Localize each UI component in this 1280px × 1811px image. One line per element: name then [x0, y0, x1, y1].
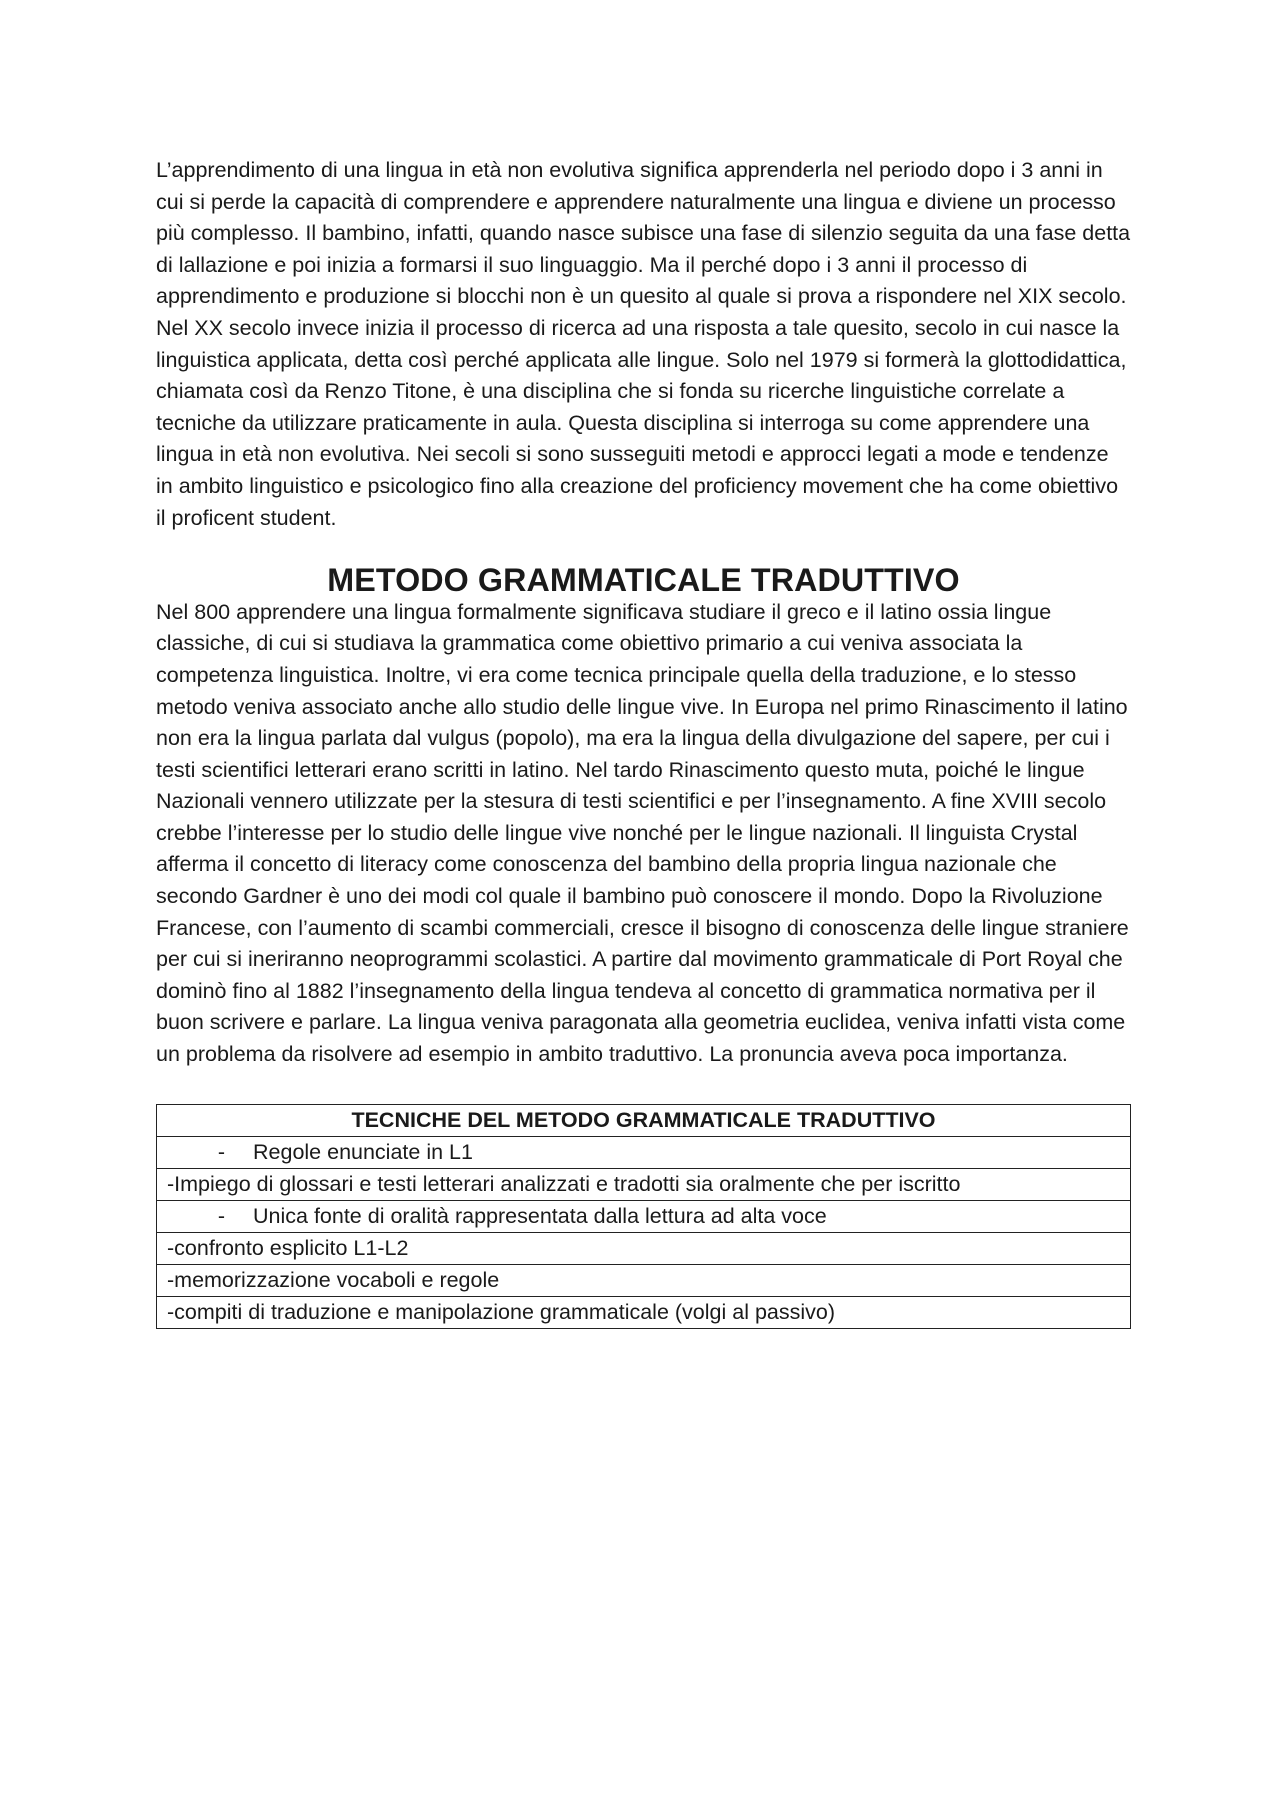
section-heading: METODO GRAMMATICALE TRADUTTIVO: [327, 562, 960, 599]
table-cell: -memorizzazione vocaboli e regole: [157, 1264, 1131, 1296]
row-text: Unica fonte di oralità rappresentata dalla lettura ad alta voce: [253, 1204, 827, 1229]
dash-bullet: -: [217, 1204, 225, 1229]
table-cell: -confronto esplicito L1-L2: [157, 1232, 1131, 1264]
section-body-paragraph: Nel 800 apprendere una lingua formalmente significava studiare il greco e il latino ossia lingue classiche, di cui si studiava la grammatica come obiettivo primario a cui veniva associata la competenza linguistica. Inoltre, vi era come tecnica principale quella della traduzione, e lo stesso metodo veniva associato anche allo studio delle lingue vive. In Europa nel primo Rinascimento il latino non era la lingua parlata dal vulgus (popolo), ma era la lingua della divulgazione del sapere, per cui i testi scientifici letterari erano scritti in latino. Nel tardo Rinascimento questo muta, poiché le lingue Nazionali vennero utilizzate per la stesura di testi scientifici e per l’insegnamento. A fine XVIII secolo crebbe l’interesse per lo studio delle lingue vive nonché per le lingue nazionali. Il linguista Crystal afferma il concetto di literacy come conoscenza del bambino della propria lingua nazionale che secondo Gardner è uno dei modi col quale il bambino può conoscere il mondo. Dopo la Rivoluzione Francese, con l’aumento di scambi commerciali, cresce il bisogno di conoscenza delle lingue straniere per cui si ineriranno neoprogrammi scolastici. A partire dal movimento grammaticale di Port Royal che dominò fino al 1882 l’insegnamento della lingua tendeva al concetto di grammatica normativa per il buon scrivere e parlare. La lingua veniva paragonata alla geometria euclidea, veniva infatti vista come un problema da risolvere ad esempio in ambito traduttivo. La pronuncia aveva poca importanza.: [156, 599, 1129, 1067]
table-row: [157, 1296, 1131, 1328]
dash-bullet: -: [217, 1140, 225, 1165]
table-cell: -compiti di traduzione e manipolazione grammaticale (volgi al passivo): [157, 1296, 1131, 1328]
table-row: [157, 1232, 1131, 1264]
intro-paragraph: L’apprendimento di una lingua in età non evolutiva significa apprenderla nel periodo dopo i 3 anni in cui si perde la capacità di comprendere e apprendere naturalmente una lingua e diviene un processo più complesso. Il bambino, infatti, quando nasce subisce una fase di silenzio seguita da una fase detta di lallazione e poi inizia a formarsi il suo linguaggio. Ma il perché dopo i 3 anni il processo di apprendimento e produzione si blocchi non è un quesito al quale si prova a rispondere nel XIX secolo. Nel XX secolo invece inizia il processo di ricerca ad una risposta a tale quesito, secolo in cui nasce la linguistica applicata, detta così perché applicata alle lingue. Solo nel 1979 si formerà la glottodidattica, chiamata così da Renzo Titone, è una disciplina che si fonda su ricerche linguistiche correlate a tecniche da utilizzare praticamente in aula. Questa disciplina si interroga su come apprendere una lingua in età non evolutiva. Nei secoli si sono susseguiti metodi e approcci legati a mode e tendenze in ambito linguistico e psicologico fino alla creazione del proficiency movement che ha come obiettivo il proficent student.: [156, 158, 1131, 530]
table-cell: [157, 1136, 1131, 1168]
table-title-cell: TECNICHE DEL METODO GRAMMATICALE TRADUTTIVO: [157, 1104, 1131, 1136]
table-row: [157, 1264, 1131, 1296]
document-page: [156, 155, 1131, 1329]
table-cell: -Impiego di glossari e testi letterari analizzati e tradotti sia oralmente che per iscritto: [157, 1168, 1131, 1200]
table-cell: [157, 1200, 1131, 1232]
techniques-table: [156, 1104, 1131, 1329]
table-row: [157, 1136, 1131, 1168]
table-header-row: [157, 1104, 1131, 1136]
table-row: [157, 1168, 1131, 1200]
table-row: [157, 1200, 1131, 1232]
techniques-table-container: [156, 1104, 1131, 1329]
row-text: Regole enunciate in L1: [253, 1140, 473, 1165]
